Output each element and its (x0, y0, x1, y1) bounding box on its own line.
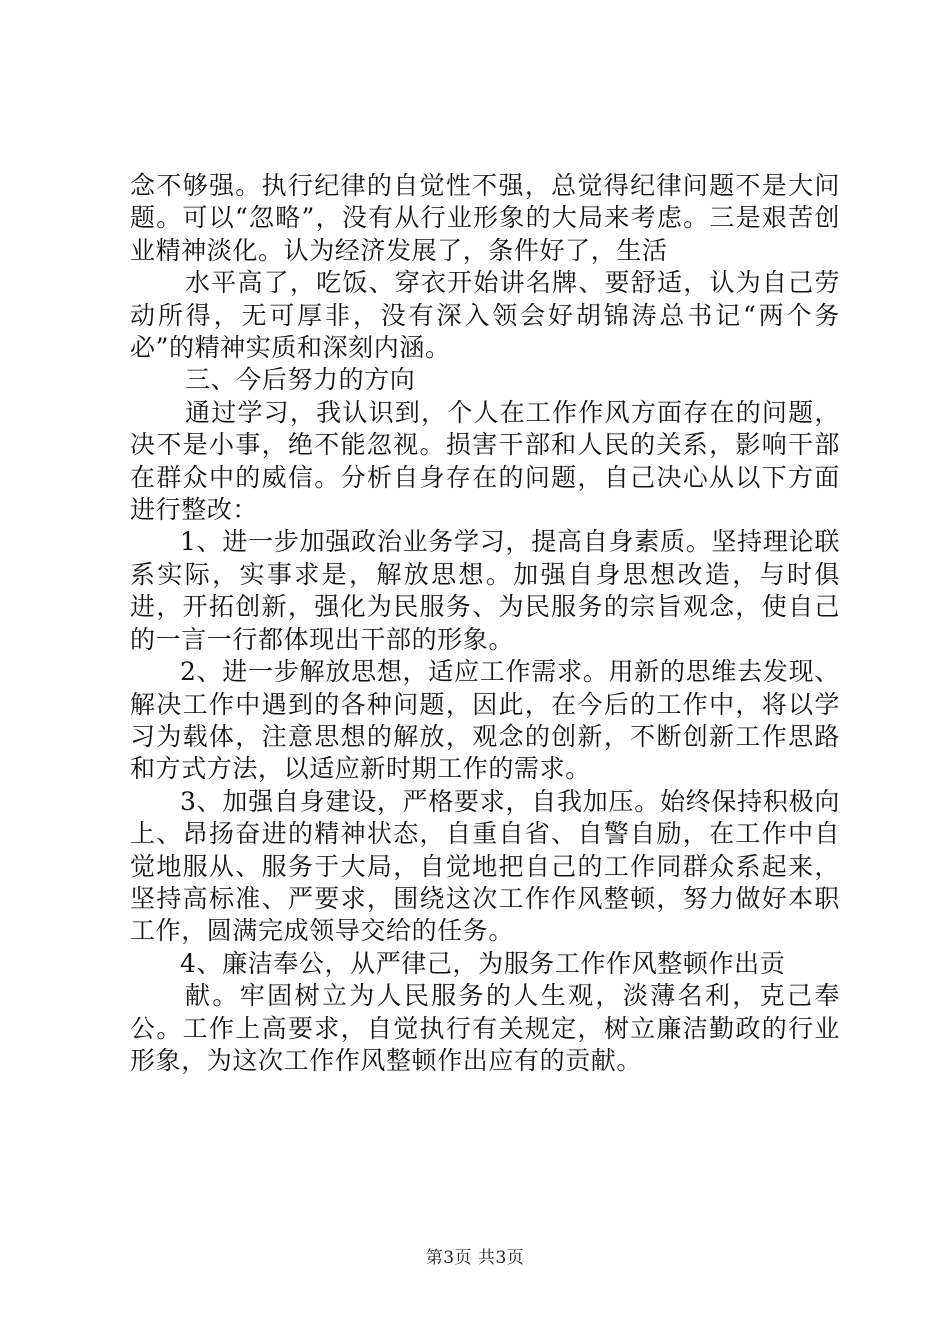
page-number-footer: 第3页 共3页 (425, 1248, 525, 1268)
section-heading-future-direction: 三、今后努力的方向 (185, 365, 416, 395)
list-item-2: 2、进一步解放思想，适应工作需求。用新的思维去发现、解决工作中遇到的各种问题，因此，在今后的工作中，将以学习为载体，注意思想的解放，观念的创新，不断创新工作思路和方式方法，以适应新时期工作的需求。 (130, 657, 840, 784)
paragraph-contribution: 献。牢固树立为人民服务的人生观，淡薄名利，克己奉公。工作上高要求，自觉执行有关规定，树立廉洁勤政的行业形象，为这次工作作风整顿作出应有的贡献。 (130, 981, 840, 1075)
paragraph-living-standard: 水平高了，吃饭、穿衣开始讲名牌、要舒适，认为自己劳动所得，无可厚非，没有深入领会好胡锦涛总书记“两个务必”的精神实质和深刻内涵。 (130, 268, 840, 363)
paragraph-learning-reflection: 通过学习，我认识到，个人在工作作风方面存在的问题，决不是小事，绝不能忽视。损害干部和人民的关系，影响干部在群众中的威信。分析自身存在的问题，自己决心从以下方面进行整改： (130, 397, 840, 525)
list-item-3: 3、加强自身建设，严格要求，自我加压。始终保持积极向上、昂扬奋进的精神状态，自重自省、自警自励，在工作中自觉地服从、服务于大局，自觉地把自己的工作同群众系起来，坚持高标准、严要求，围绕这次工作作风整顿，努力做好本职工作，圆满完成领导交给的任务。 (130, 786, 840, 946)
list-item-4: 4、廉洁奉公，从严律己，为服务工作作风整顿作出贡 (180, 948, 786, 978)
list-item-1: 1、进一步加强政治业务学习，提高自身素质。坚持理论联系实际，实事求是，解放思想。加强自身思想改造，与时俱进，开拓创新，强化为民服务、为民服务的宗旨观念，使自己的一言一行都体现出干部的形象。 (130, 527, 840, 654)
paragraph-continuation: 念不够强。执行纪律的自觉性不强，总觉得纪律问题不是大问题。可以“忽略”，没有从行业形象的大局来考虑。三是艰苦创业精神淡化。认为经济发展了，条件好了，生活 (130, 171, 840, 265)
document-body (130, 170, 840, 1077)
